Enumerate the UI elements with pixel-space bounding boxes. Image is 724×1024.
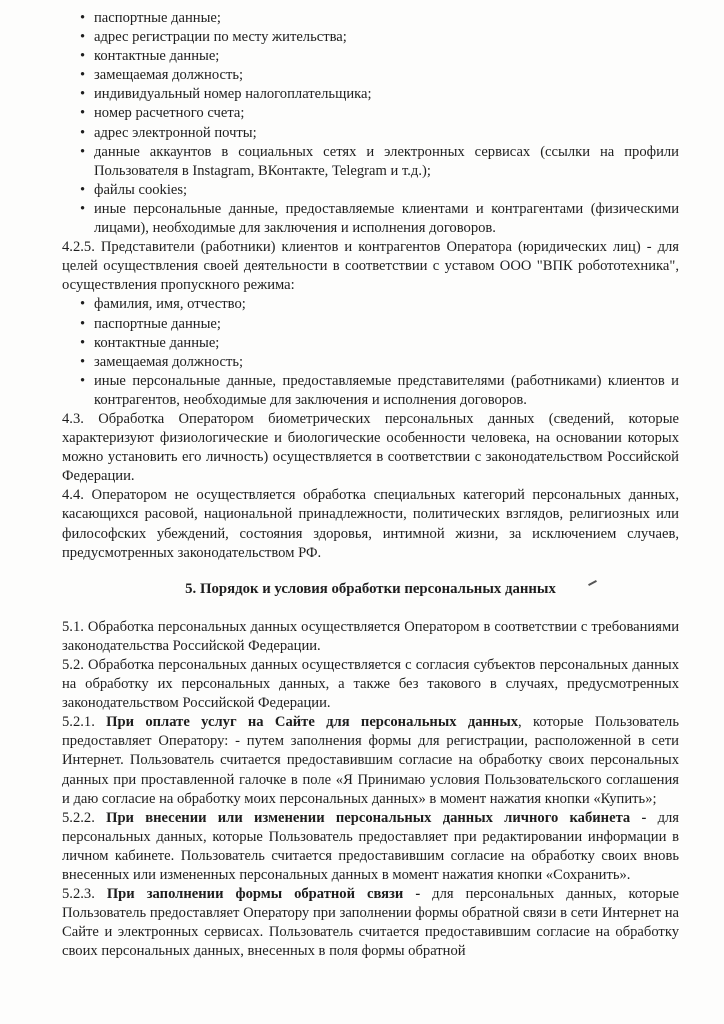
- list-item: • замещаемая должность;: [62, 66, 679, 85]
- list-item: • паспортные данные;: [62, 9, 679, 28]
- list-item: • контактные данные;: [62, 47, 679, 66]
- list-item: • контактные данные;: [62, 334, 679, 353]
- clause-title: При заполнении формы обратной связи -: [106, 886, 421, 903]
- list-item: • файлы cookies;: [62, 181, 679, 200]
- clause-text: для персональных данных, которые Пользователь предоставляет Оператору при заполнении формы обратной связи в сети Интернет на Сайте и электронных сервисах. Пользователь считается предоставившим согласие на обработку своих персональных данных, внесенных в поля формы обратной: [62, 886, 679, 960]
- paragraph-4-4: 4.4. Оператором не осуществляется обработка специальных категорий персональных данных, касающихся расовой, национальной принадлежности, политических взглядов, религиозных или философских убеждений, состояния здоровья, интимной жизни, за исключением случаев, предусмотренных законодательством РФ.: [62, 487, 679, 561]
- clause-number: 5.2.1.: [62, 714, 107, 731]
- clause-number: 5.2.2.: [62, 809, 107, 826]
- clause-text: , которые Пользователь предоставляет Оператору: - путем заполнения формы для регистрации, расположенной в сети Интернет. Пользователь считается предоставившим согласие на обработку своих персональных данных при проставленной галочке в поле «Я Принимаю условия Пользовательского соглашения и даю согласие на обработку моих персональных данных» в момент нажатия кнопки «Купить»;: [62, 714, 679, 807]
- list-item: • паспортные данные;: [62, 315, 679, 334]
- paragraph-4-2-5: 4.2.5. Представители (работники) клиентов и контрагентов Оператора (юридических лиц) - для целей осуществления своей деятельности в соответствии с уставом ООО "ВПК робототехника", осуществления пропускного режима:: [62, 239, 679, 294]
- personal-data-list: [62, 0, 679, 238]
- paragraph-5-2: 5.2. Обработка персональных данных осуществляется с согласия субъектов персональных данных на обработку их персональных данных, а также без такового в случаях, предусмотренных законодательством Российской Федерации.: [62, 657, 679, 712]
- clause-number: 5.2.3.: [62, 886, 107, 903]
- paragraph-5-2-1: [62, 713, 679, 808]
- list-item: • номер расчетного счета;: [62, 104, 679, 123]
- representatives-data-list: [62, 295, 679, 410]
- list-item: • адрес электронной почты;: [62, 124, 679, 143]
- paragraph-4-3: 4.3. Обработка Оператором биометрических персональных данных (сведений, которые характеризуют физиологические и биологические особенности человека, на основании которых можно установить его личность) осуществляется в соответствии с законодательством Российской Федерации.: [62, 410, 679, 485]
- clause-text: для персональных данных, которые Пользователь предоставляет при редактировании информации в личном кабинете. Пользователь считается предоставившим согласие на обработку своих вновь внесенных или измененных персональных данных в момент нажатия кнопки «Сохранить».: [62, 809, 679, 884]
- paragraph-5-1: 5.1. Обработка персональных данных осуществляется Оператором в соответствии с требованиями законодательства Российской Федерации.: [62, 618, 679, 654]
- paragraph-5-2-3: [62, 885, 679, 961]
- list-item: • данные аккаунтов в социальных сетях и электронных сервисах (ссылки на профили Пользователя в Instagram, ВКонтакте, Telegram и т.д.);: [62, 143, 679, 181]
- list-item: • индивидуальный номер налогоплательщика;: [62, 85, 679, 104]
- clause-title: При внесении или изменении персональных данных личного кабинета -: [106, 809, 647, 826]
- list-item: • замещаемая должность;: [62, 353, 679, 372]
- paragraph-5-2-2: [62, 809, 679, 885]
- list-item: • адрес регистрации по месту жительства;: [62, 28, 679, 47]
- list-item: • иные персональные данные, предоставляемые клиентами и контрагентами (физическими лицами), необходимые для заключения и исполнения договоров.: [62, 200, 679, 238]
- list-item: • фамилия, имя, отчество;: [62, 295, 679, 314]
- list-item: • иные персональные данные, предоставляемые представителями (работниками) клиентов и контрагентов, необходимые для заключения и исполнения договоров.: [62, 372, 679, 410]
- clause-title: При оплате услуг на Сайте для персональных данных: [106, 714, 519, 731]
- section-5-heading: 5. Порядок и условия обработки персональных данных: [185, 580, 556, 597]
